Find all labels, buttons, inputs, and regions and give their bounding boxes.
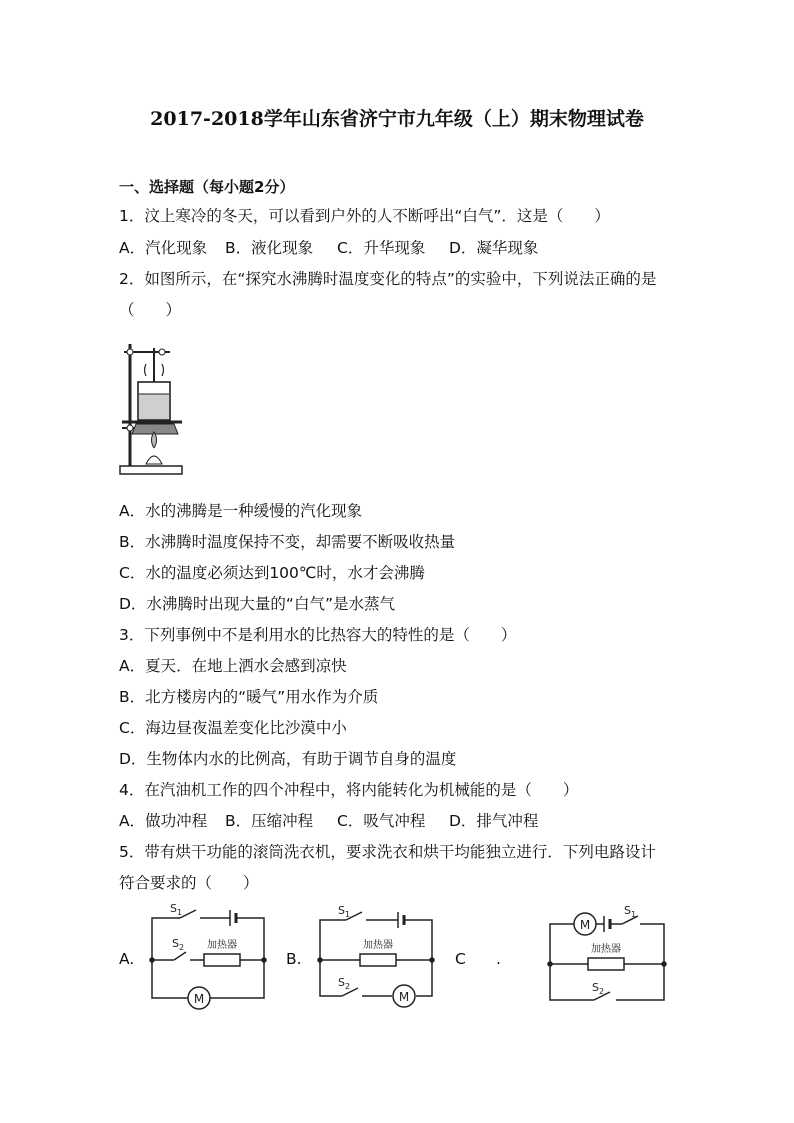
- q1-option-c[interactable]: C．升华现象: [337, 239, 426, 257]
- page-title: 2017-2018学年山东省济宁市九年级（上）期末物理试卷: [150, 108, 644, 130]
- circuit-a-s1-label: S: [170, 902, 177, 915]
- circuit-b-motor-label: M: [398, 990, 410, 1004]
- circuit-c-heater-label: 加热器: [591, 944, 621, 955]
- circuit-b-heater-label: 加热器: [363, 940, 393, 951]
- q4-option-b[interactable]: B．压缩冲程: [225, 812, 314, 830]
- boiling-experiment-figure: [118, 338, 200, 480]
- q5-option-c-label[interactable]: C: [455, 950, 466, 968]
- circuit-c-s2-label: S: [592, 981, 599, 994]
- question-1-stem: 1．汶上寒冷的冬天，可以看到户外的人不断呼出“白气”．这是（ ）: [119, 207, 610, 225]
- circuit-a-s1-subscript: 1: [177, 908, 183, 917]
- q2-option-a[interactable]: A．水的沸腾是一种缓慢的汽化现象: [119, 502, 363, 520]
- question-3-stem: 3．下列事例中不是利用水的比热容大的特性的是（ ）: [119, 626, 517, 644]
- question-4-stem: 4．在汽油机工作的四个冲程中，将内能转化为机械能的是（ ）: [119, 781, 579, 799]
- circuit-c-s1-label: S: [624, 904, 631, 917]
- q1-option-d[interactable]: D．凝华现象: [449, 239, 539, 257]
- question-2-stem-cont: （ ）: [119, 301, 182, 319]
- circuit-a-motor-label: M: [193, 992, 205, 1006]
- q2-option-c[interactable]: C．水的温度必须达到100℃时，水才会沸腾: [119, 564, 425, 582]
- q5-option-a-label[interactable]: A.: [119, 950, 135, 968]
- circuit-a-s2-label: S: [172, 937, 179, 950]
- question-2-stem: 2．如图所示，在“探究水沸腾时温度变化的特点”的实验中，下列说法正确的是: [119, 270, 657, 288]
- circuit-b-s1-label: S: [338, 904, 345, 917]
- q2-option-b[interactable]: B．水沸腾时温度保持不变，却需要不断吸收热量: [119, 533, 456, 551]
- circuit-c: [540, 900, 674, 1012]
- q2-option-d[interactable]: D．水沸腾时出现大量的“白气”是水蒸气: [119, 595, 395, 613]
- circuit-b: [308, 900, 440, 1016]
- question-4-options: [119, 809, 538, 831]
- q3-option-d[interactable]: D．生物体内水的比例高，有助于调节自身的温度: [119, 750, 457, 768]
- circuit-b-s1-subscript: 1: [345, 910, 351, 919]
- section-heading: 一、选择题（每小题2分）: [119, 178, 295, 196]
- circuit-c-s2-subscript: 2: [599, 987, 605, 996]
- q4-option-c[interactable]: C．吸气冲程: [337, 812, 426, 830]
- q3-option-a[interactable]: A．夏天．在地上洒水会感到凉快: [119, 657, 347, 675]
- circuit-a: [140, 900, 272, 1010]
- q1-option-b[interactable]: B．液化现象: [225, 239, 314, 257]
- circuit-c-s1-subscript: 1: [631, 910, 637, 919]
- circuit-c-motor-label: M: [579, 918, 591, 932]
- q4-option-a[interactable]: A．做功冲程: [119, 812, 208, 830]
- circuit-a-s2-subscript: 2: [179, 943, 185, 952]
- q5-option-c-dot: .: [496, 950, 501, 968]
- question-5-stem-cont: 符合要求的（ ）: [119, 874, 259, 892]
- q5-option-b-label[interactable]: B.: [286, 950, 302, 968]
- circuit-b-s2-subscript: 2: [345, 982, 351, 991]
- q4-option-d[interactable]: D．排气冲程: [449, 812, 539, 830]
- question-5-stem: 5．带有烘干功能的滚筒洗衣机，要求洗衣和烘干均能独立进行．下列电路设计: [119, 843, 656, 861]
- q3-option-c[interactable]: C．海边昼夜温差变化比沙漠中小: [119, 719, 347, 737]
- q3-option-b[interactable]: B．北方楼房内的“暖气”用水作为介质: [119, 688, 379, 706]
- q1-option-a[interactable]: A．汽化现象: [119, 239, 208, 257]
- circuit-a-heater-label: 加热器: [207, 940, 237, 951]
- circuit-b-s2-label: S: [338, 976, 345, 989]
- question-1-options: [119, 236, 538, 258]
